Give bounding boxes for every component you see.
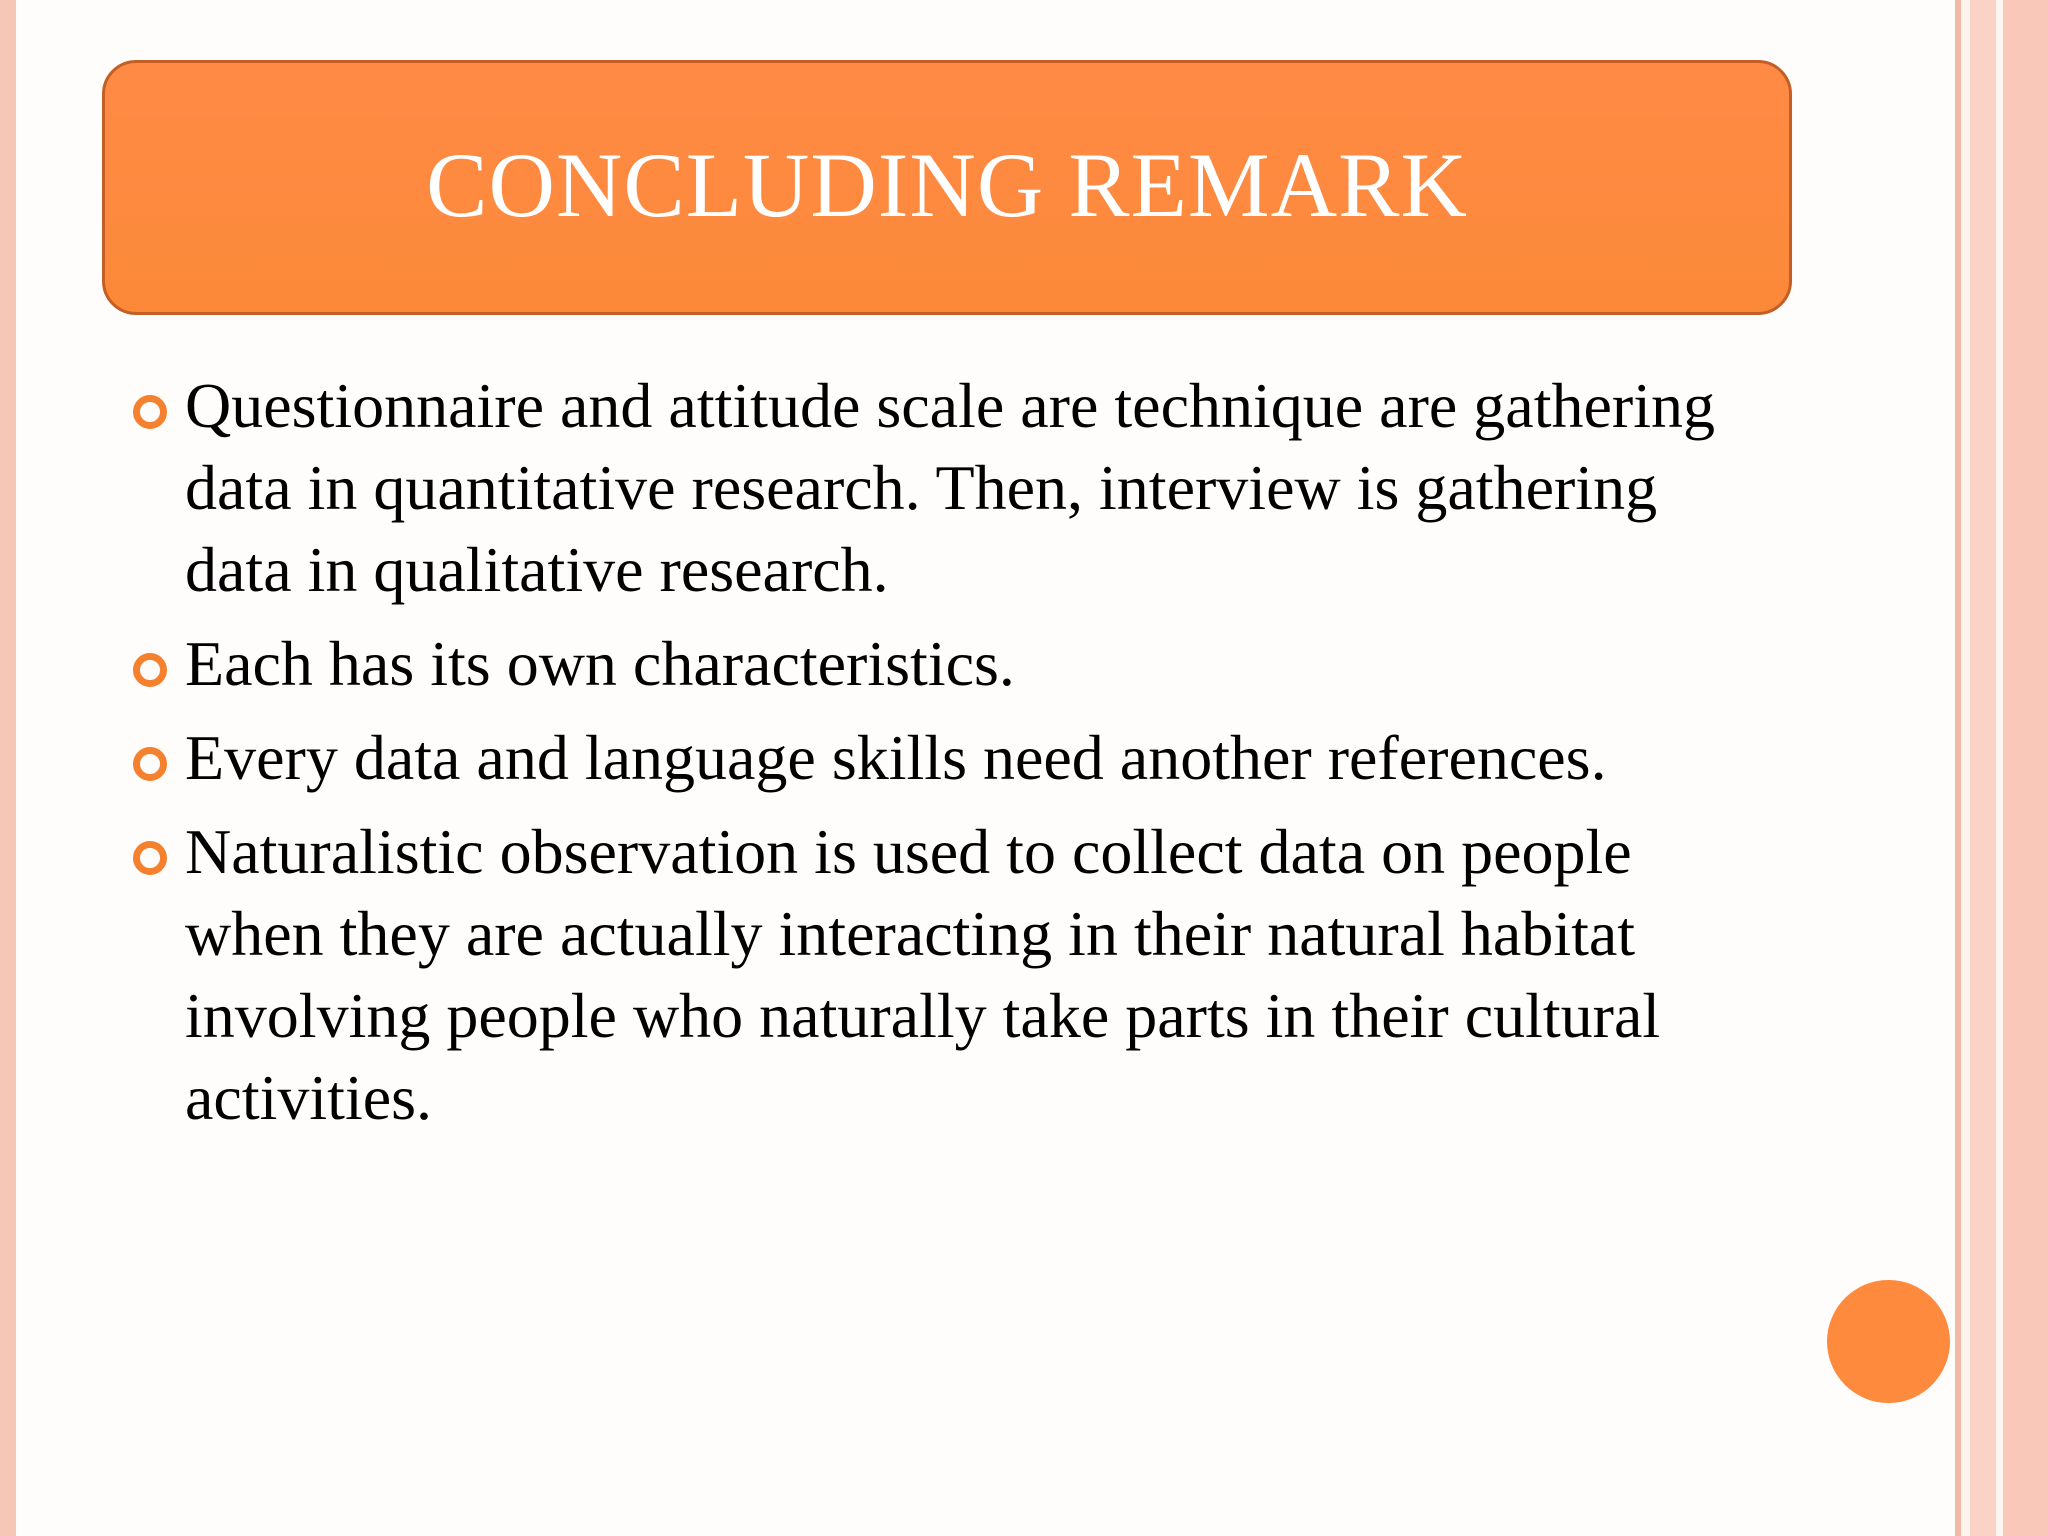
right-border-stripe-gap	[1996, 0, 2003, 1536]
bullet-text: Each has its own characteristics.	[185, 628, 1015, 699]
bullet-item	[130, 811, 1770, 1139]
slide-title: CONCLUDING REMARK	[426, 133, 1468, 236]
right-border-stripe	[1970, 0, 1996, 1536]
bullet-text: Naturalistic observation is used to collect data on people when they are actually interacting in their natural habitat involving people who naturally take parts in their cultural activities.	[185, 816, 1661, 1133]
left-border-stripe	[0, 0, 16, 1536]
decorative-orange-circle	[1827, 1280, 1950, 1403]
title-banner	[102, 60, 1792, 315]
bullet-text: Questionnaire and attitude scale are technique are gathering data in quantitative research. Then, interview is gathering data in qualitative research.	[185, 370, 1715, 605]
right-border-stripe-gap	[1961, 0, 1970, 1536]
right-border-stripe	[2003, 0, 2048, 1536]
bullet-item	[130, 623, 1770, 705]
hollow-circle-bullet-icon	[133, 395, 167, 429]
hollow-circle-bullet-icon	[133, 747, 167, 781]
bullet-list	[130, 365, 1770, 1151]
bullet-item	[130, 717, 1770, 799]
bullet-text: Every data and language skills need another references.	[185, 722, 1607, 793]
bullet-item	[130, 365, 1770, 611]
hollow-circle-bullet-icon	[133, 841, 167, 875]
hollow-circle-bullet-icon	[133, 653, 167, 687]
